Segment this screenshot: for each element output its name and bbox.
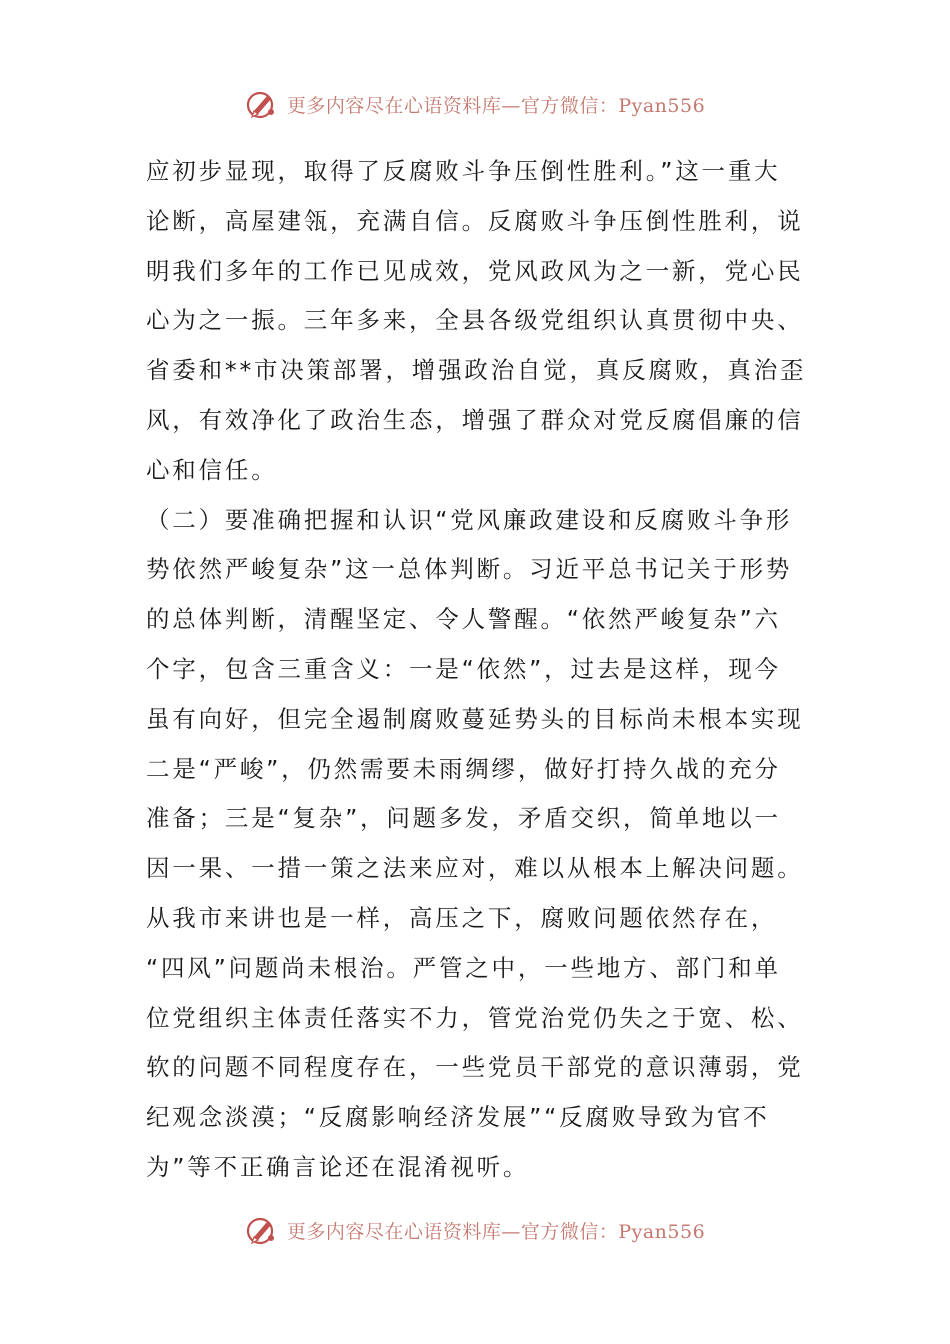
text-line: 二是“严峻”，仍然需要未雨绸缪，做好打持久战的充分 xyxy=(146,754,781,783)
text-line: 个字，包含三重含义：一是“依然”，过去是这样，现今 xyxy=(146,654,781,683)
text-line: 应初步显现，取得了反腐败斗争压倒性胜利。”这一重大 xyxy=(146,157,781,185)
text-line: 因一果、一措一策之法来应对，难以从根本上解决问题。 xyxy=(146,854,804,883)
header-banner xyxy=(0,86,950,122)
text-line: 纪观念淡漠；“反腐影响经济发展”“反腐败导致为官不 xyxy=(146,1103,770,1132)
text-line: 从我市来讲也是一样，高压之下，腐败问题依然存在， xyxy=(146,903,778,932)
text-line: 软的问题不同程度存在，一些党员干部党的意识薄弱，党 xyxy=(146,1053,804,1082)
text-line: 位党组织主体责任落实不力，管党治党仍失之于宽、松、 xyxy=(146,1003,804,1032)
text-line: 省委和**市决策部署，增强政治自觉，真反腐败，真治歪 xyxy=(146,356,807,385)
pen-on-circle-logo-icon xyxy=(245,87,279,121)
text-line: 心为之一振。三年多来，全县各级党组织认真贯彻中央、 xyxy=(146,306,804,335)
text-line: 风，有效净化了政治生态，增强了群众对党反腐倡廉的信 xyxy=(146,405,804,434)
footer-banner-text: 更多内容尽在心语资料库—官方微信：Pyan556 xyxy=(286,1220,706,1243)
text-line: 准备；三是“复杂”，问题多发，矛盾交织，简单地以一 xyxy=(146,804,781,833)
footer-banner xyxy=(0,1212,950,1248)
text-line: 为”等不正确言论还在混淆视听。 xyxy=(146,1152,530,1181)
text-line: 明我们多年的工作已见成效，党风政风为之一新，党心民 xyxy=(146,256,804,285)
section-heading-line: （二）要准确把握和认识“党风廉政建设和反腐败斗争形 xyxy=(146,505,793,534)
header-banner-text: 更多内容尽在心语资料库—官方微信：Pyan556 xyxy=(286,94,706,117)
text-line: 势依然严峻复杂”这一总体判断。习近平总书记关于形势 xyxy=(146,555,793,584)
text-line: 虽有向好，但完全遏制腐败蔓延势头的目标尚未根本实现 xyxy=(146,704,804,733)
text-line: “四风”问题尚未根治。严管之中，一些地方、部门和单 xyxy=(146,953,781,982)
document-body xyxy=(146,147,806,1193)
pen-on-circle-logo-icon xyxy=(245,1213,279,1247)
text-line: 的总体判断，清醒坚定、令人警醒。“依然严峻复杂”六 xyxy=(146,605,781,634)
text-line: 心和信任。 xyxy=(146,455,278,484)
text-line: 论断，高屋建瓴，充满自信。反腐败斗争压倒性胜利，说 xyxy=(146,206,804,235)
